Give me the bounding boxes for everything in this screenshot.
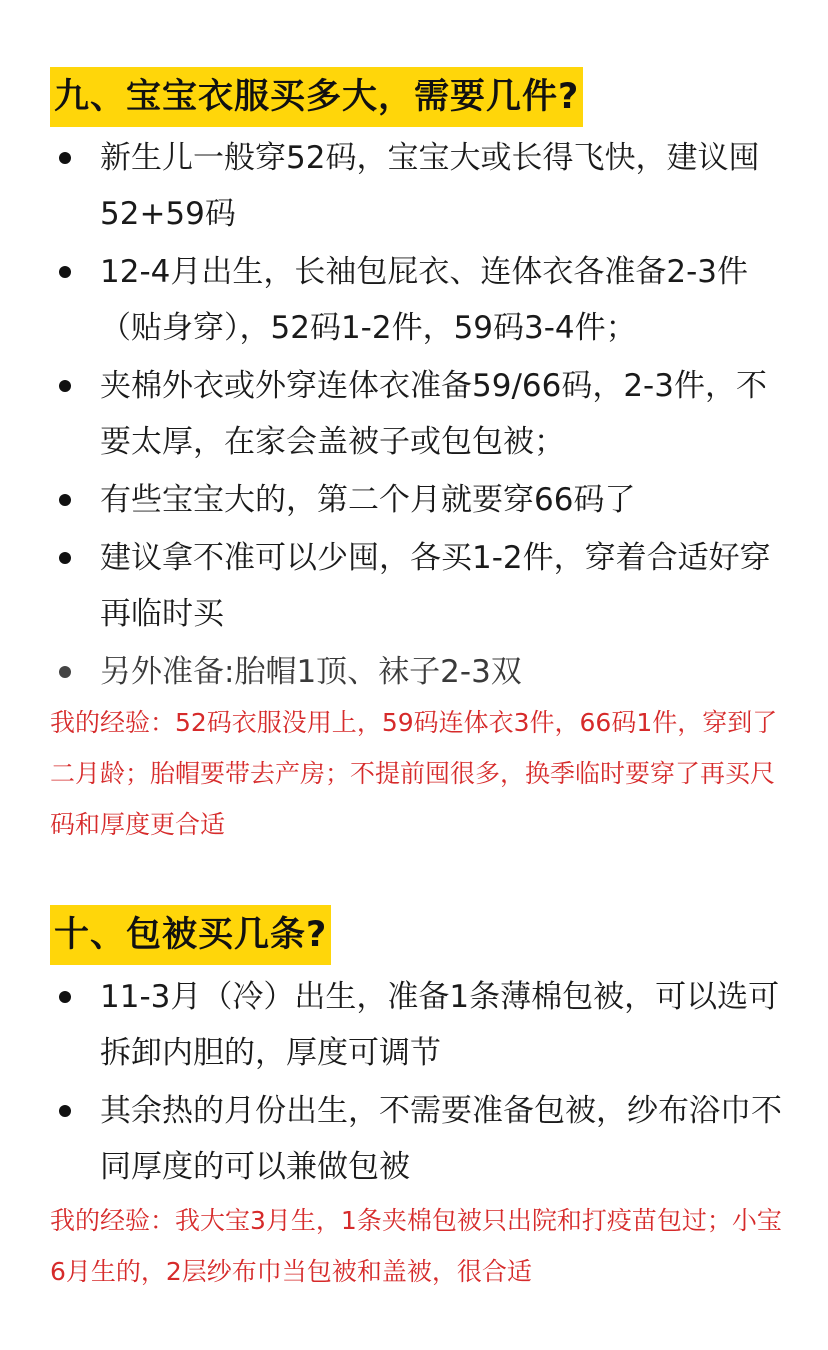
bullet-text: 12-4月出生，长袖包屁衣、连体衣各准备2-3件（贴身穿），52码1-2件，59码3-4件； bbox=[100, 254, 748, 346]
bullet-text: 11-3月（冷）出生，准备1条薄棉包被，可以选可拆卸内胆的，厚度可调节 bbox=[100, 979, 780, 1071]
list-item bbox=[0, 358, 828, 470]
bullet-text: 建议拿不准可以少囤，各买1-2件，穿着合适好穿再临时买 bbox=[100, 540, 771, 632]
section-9-heading: 九、宝宝衣服买多大，需要几件? bbox=[50, 67, 583, 127]
bullet-dot-icon bbox=[59, 266, 71, 278]
bullet-dot-icon bbox=[59, 666, 71, 678]
list-item bbox=[0, 1083, 828, 1195]
bullet-dot-icon bbox=[59, 552, 71, 564]
bullet-text: 夹棉外衣或外穿连体衣准备59/66码，2-3件，不要太厚，在家会盖被子或包包被； bbox=[100, 368, 767, 460]
section-10-bullet-list bbox=[0, 969, 828, 1197]
bullet-dot-icon bbox=[59, 380, 71, 392]
bullet-text: 另外准备:胎帽1顶、袜子2-3双 bbox=[100, 654, 522, 690]
list-item bbox=[0, 244, 828, 356]
section-9-experience-note: 我的经验：52码衣服没用上，59码连体衣3件，66码1件，穿到了二月龄；胎帽要带去产房；不提前囤很多，换季临时要穿了再买尺码和厚度更合适 bbox=[50, 708, 778, 839]
bullet-text: 新生儿一般穿52码，宝宝大或长得飞快，建议囤52+59码 bbox=[100, 140, 760, 232]
list-item bbox=[0, 530, 828, 642]
list-item bbox=[0, 969, 828, 1081]
section-10-experience-note: 我的经验：我大宝3月生，1条夹棉包被只出院和打疫苗包过；小宝6月生的，2层纱布巾当包被和盖被，很合适 bbox=[50, 1206, 782, 1286]
bullet-dot-icon bbox=[59, 152, 71, 164]
bullet-text: 其余热的月份出生，不需要准备包被，纱布浴巾不同厚度的可以兼做包被 bbox=[100, 1093, 782, 1185]
list-item bbox=[0, 644, 828, 700]
bullet-dot-icon bbox=[59, 1105, 71, 1117]
bullet-text: 有些宝宝大的，第二个月就要穿66码了 bbox=[100, 482, 636, 518]
list-item bbox=[0, 130, 828, 242]
bullet-dot-icon bbox=[59, 494, 71, 506]
bullet-dot-icon bbox=[59, 991, 71, 1003]
list-item bbox=[0, 472, 828, 528]
section-9-bullet-list bbox=[0, 130, 828, 702]
section-10-heading: 十、包被买几条? bbox=[50, 905, 331, 965]
